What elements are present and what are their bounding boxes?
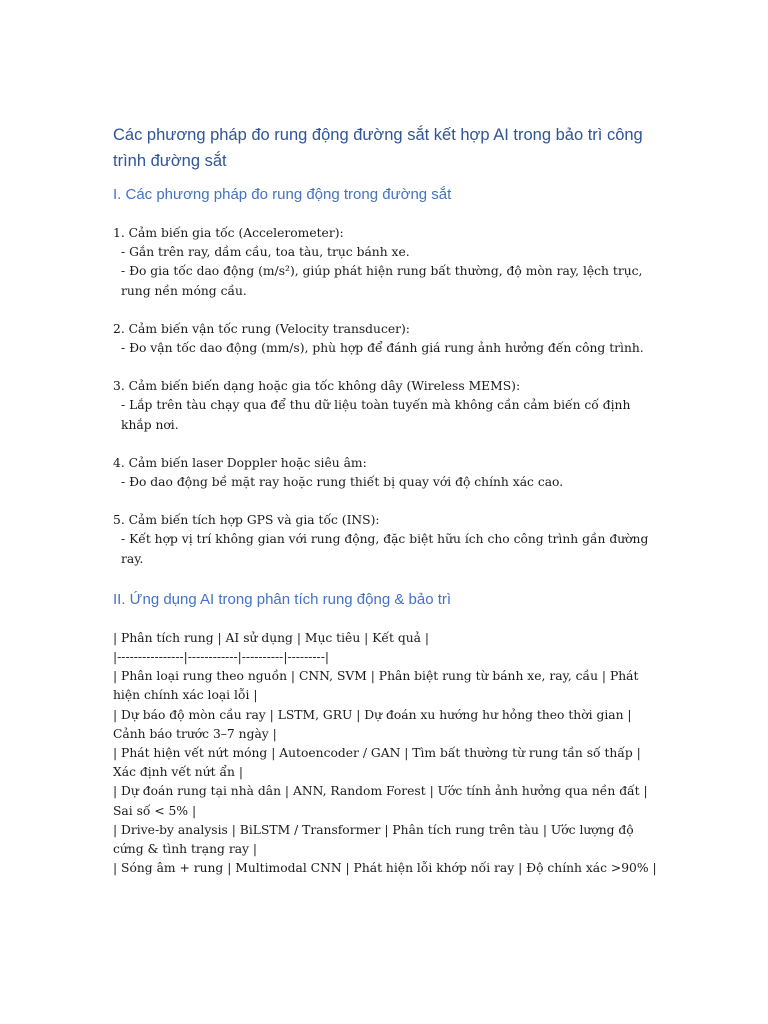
method-item [113,320,658,358]
method-title: 3. Cảm biến biến dạng hoặc gia tốc không dây (Wireless MEMS): [113,379,521,394]
method-bullet: - Gắn trên ray, dầm cầu, toa tàu, trục bánh xe. [121,245,410,260]
document-page [113,122,658,878]
method-bullet: - Kết hợp vị trí không gian với rung động, đặc biệt hữu ích cho công trình gần đường ray. [121,532,649,566]
table-row: | Sóng âm + rung | Multimodal CNN | Phát hiện lỗi khớp nối ray | Độ chính xác >90% | [113,861,657,876]
method-title: 5. Cảm biến tích hợp GPS và gia tốc (INS): [113,513,380,528]
method-item [113,511,658,569]
document-title: Các phương pháp đo rung động đường sắt kết hợp AI trong bảo trì công trình đường sắt [113,126,643,170]
method-bullet: - Đo gia tốc dao động (m/s²), giúp phát hiện rung bất thường, độ mòn ray, lệch trục, rung nền móng cầu. [121,264,643,298]
method-bullet: - Đo vận tốc dao động (mm/s), phù hợp để đánh giá rung ảnh hưởng đến công trình. [121,341,644,356]
table-row: | Phát hiện vết nứt móng | Autoencoder / GAN | Tìm bất thường từ rung tần số thấp | Xác định vết nứt ẩn | [113,746,641,780]
table-header-row: | Phân tích rung | AI sử dụng | Mục tiêu | Kết quả | [113,630,429,645]
table-row: | Dự đoán rung tại nhà dân | ANN, Random Forest | Ước tính ảnh hưởng qua nền đất | Sai số < 5% | [113,784,648,818]
method-title: 1. Cảm biến gia tốc (Accelerometer): [113,226,344,240]
method-item [113,224,658,301]
section-1-heading: I. Các phương pháp đo rung động trong đường sắt [113,186,452,203]
method-item [113,454,658,492]
section-2-heading: II. Ứng dụng AI trong phân tích rung động & bảo trì [113,590,452,608]
method-bullet: - Lắp trên tàu chạy qua để thu dữ liệu toàn tuyến mà không cần cảm biến cố định khắp nơi. [121,398,631,432]
markdown-table [113,629,658,879]
table-row: | Dự báo độ mòn cầu ray | LSTM, GRU | Dự đoán xu hướng hư hỏng theo thời gian | Cảnh báo trước 3–7 ngày | [113,707,632,741]
method-item [113,377,658,435]
method-title: 2. Cảm biến vận tốc rung (Velocity transducer): [113,321,410,336]
method-title: 4. Cảm biến laser Doppler hoặc siêu âm: [113,455,367,470]
table-row: | Phân loại rung theo nguồn | CNN, SVM | Phân biệt rung từ bánh xe, ray, cầu | Phát hiện chính xác loại lỗi | [113,669,639,703]
table-row: | Drive-by analysis | BiLSTM / Transformer | Phân tích rung trên tàu | Ước lượng độ cứng & tình trạng ray | [113,822,634,857]
section-1-body [113,224,658,569]
table-separator-row: |----------------|------------|----------|---------| [113,650,329,665]
method-bullet: - Đo dao động bề mặt ray hoặc rung thiết bị quay với độ chính xác cao. [121,475,564,490]
